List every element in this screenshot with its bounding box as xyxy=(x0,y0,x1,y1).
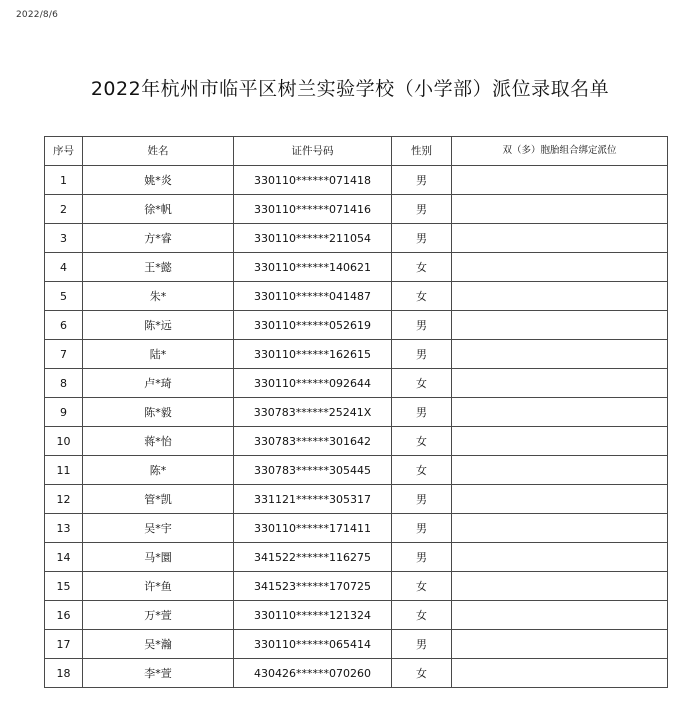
cell-binding xyxy=(452,572,668,601)
table-row xyxy=(45,601,668,630)
cell-index: 3 xyxy=(45,224,83,253)
cell-index: 16 xyxy=(45,601,83,630)
cell-gender: 男 xyxy=(392,224,452,253)
cell-binding xyxy=(452,282,668,311)
cell-binding xyxy=(452,340,668,369)
cell-id-number: 330783******25241X xyxy=(234,398,392,427)
cell-index: 7 xyxy=(45,340,83,369)
cell-binding xyxy=(452,253,668,282)
cell-gender: 男 xyxy=(392,485,452,514)
cell-name: 方*睿 xyxy=(83,224,234,253)
table-row xyxy=(45,195,668,224)
cell-binding xyxy=(452,224,668,253)
cell-binding xyxy=(452,195,668,224)
cell-gender: 男 xyxy=(392,166,452,195)
cell-name: 管*凯 xyxy=(83,485,234,514)
cell-name: 陈*毅 xyxy=(83,398,234,427)
table-body xyxy=(45,166,668,688)
cell-name: 许*鱼 xyxy=(83,572,234,601)
cell-name: 吴*宇 xyxy=(83,514,234,543)
cell-id-number: 330110******171411 xyxy=(234,514,392,543)
cell-binding xyxy=(452,398,668,427)
print-date: 2022/8/6 xyxy=(16,10,59,20)
cell-index: 18 xyxy=(45,659,83,688)
cell-id-number: 341523******170725 xyxy=(234,572,392,601)
cell-gender: 女 xyxy=(392,456,452,485)
cell-binding xyxy=(452,601,668,630)
document-title: 2022年杭州市临平区树兰实验学校（小学部）派位录取名单 xyxy=(90,78,610,100)
table-row xyxy=(45,456,668,485)
cell-gender: 女 xyxy=(392,601,452,630)
column-header-gender: 性别 xyxy=(392,137,452,166)
cell-binding xyxy=(452,427,668,456)
cell-index: 5 xyxy=(45,282,83,311)
cell-id-number: 331121******305317 xyxy=(234,485,392,514)
cell-name: 王*懿 xyxy=(83,253,234,282)
cell-id-number: 330110******041487 xyxy=(234,282,392,311)
cell-id-number: 330783******301642 xyxy=(234,427,392,456)
cell-binding xyxy=(452,485,668,514)
cell-index: 15 xyxy=(45,572,83,601)
cell-index: 1 xyxy=(45,166,83,195)
cell-id-number: 330110******140621 xyxy=(234,253,392,282)
cell-binding xyxy=(452,311,668,340)
cell-index: 10 xyxy=(45,427,83,456)
table-row xyxy=(45,166,668,195)
cell-name: 马*圜 xyxy=(83,543,234,572)
cell-binding xyxy=(452,456,668,485)
cell-gender: 女 xyxy=(392,659,452,688)
cell-gender: 女 xyxy=(392,572,452,601)
table-row xyxy=(45,340,668,369)
cell-index: 13 xyxy=(45,514,83,543)
cell-name: 万*萱 xyxy=(83,601,234,630)
cell-binding xyxy=(452,166,668,195)
cell-index: 14 xyxy=(45,543,83,572)
table-row xyxy=(45,543,668,572)
cell-index: 12 xyxy=(45,485,83,514)
cell-gender: 男 xyxy=(392,514,452,543)
cell-index: 4 xyxy=(45,253,83,282)
table-row xyxy=(45,369,668,398)
table-row xyxy=(45,514,668,543)
cell-gender: 男 xyxy=(392,543,452,572)
cell-binding xyxy=(452,630,668,659)
column-header-binding: 双（多）胞胎组合绑定派位 xyxy=(452,137,668,166)
cell-index: 17 xyxy=(45,630,83,659)
cell-gender: 女 xyxy=(392,282,452,311)
cell-index: 11 xyxy=(45,456,83,485)
table-row xyxy=(45,311,668,340)
column-header-id-number: 证件号码 xyxy=(234,137,392,166)
cell-name: 姚*炎 xyxy=(83,166,234,195)
cell-index: 8 xyxy=(45,369,83,398)
cell-name: 蒋*怡 xyxy=(83,427,234,456)
table-row xyxy=(45,630,668,659)
cell-gender: 女 xyxy=(392,369,452,398)
cell-id-number: 330110******162615 xyxy=(234,340,392,369)
cell-name: 卢*琦 xyxy=(83,369,234,398)
table-row xyxy=(45,224,668,253)
cell-binding xyxy=(452,369,668,398)
admission-roster-table xyxy=(44,136,668,688)
table-header xyxy=(45,137,668,166)
cell-binding xyxy=(452,543,668,572)
header-row xyxy=(45,137,668,166)
cell-index: 9 xyxy=(45,398,83,427)
cell-name: 朱* xyxy=(83,282,234,311)
cell-name: 徐*帆 xyxy=(83,195,234,224)
table-row xyxy=(45,572,668,601)
table-row xyxy=(45,427,668,456)
cell-binding xyxy=(452,659,668,688)
table-row xyxy=(45,253,668,282)
cell-index: 6 xyxy=(45,311,83,340)
cell-gender: 男 xyxy=(392,398,452,427)
table-row xyxy=(45,282,668,311)
column-header-name: 姓名 xyxy=(83,137,234,166)
table-row xyxy=(45,485,668,514)
cell-gender: 女 xyxy=(392,427,452,456)
cell-index: 2 xyxy=(45,195,83,224)
cell-gender: 女 xyxy=(392,253,452,282)
column-header-index: 序号 xyxy=(45,137,83,166)
cell-name: 陈*远 xyxy=(83,311,234,340)
cell-gender: 男 xyxy=(392,630,452,659)
cell-id-number: 330783******305445 xyxy=(234,456,392,485)
cell-id-number: 330110******211054 xyxy=(234,224,392,253)
cell-gender: 男 xyxy=(392,195,452,224)
cell-id-number: 330110******121324 xyxy=(234,601,392,630)
cell-id-number: 330110******071418 xyxy=(234,166,392,195)
cell-id-number: 330110******052619 xyxy=(234,311,392,340)
cell-id-number: 330110******071416 xyxy=(234,195,392,224)
cell-gender: 男 xyxy=(392,311,452,340)
table-row xyxy=(45,398,668,427)
cell-id-number: 330110******092644 xyxy=(234,369,392,398)
cell-gender: 男 xyxy=(392,340,452,369)
table-row xyxy=(45,659,668,688)
cell-name: 李*萱 xyxy=(83,659,234,688)
cell-id-number: 330110******065414 xyxy=(234,630,392,659)
cell-name: 吴*瀚 xyxy=(83,630,234,659)
cell-id-number: 341522******116275 xyxy=(234,543,392,572)
cell-binding xyxy=(452,514,668,543)
cell-id-number: 430426******070260 xyxy=(234,659,392,688)
cell-name: 陆* xyxy=(83,340,234,369)
cell-name: 陈* xyxy=(83,456,234,485)
